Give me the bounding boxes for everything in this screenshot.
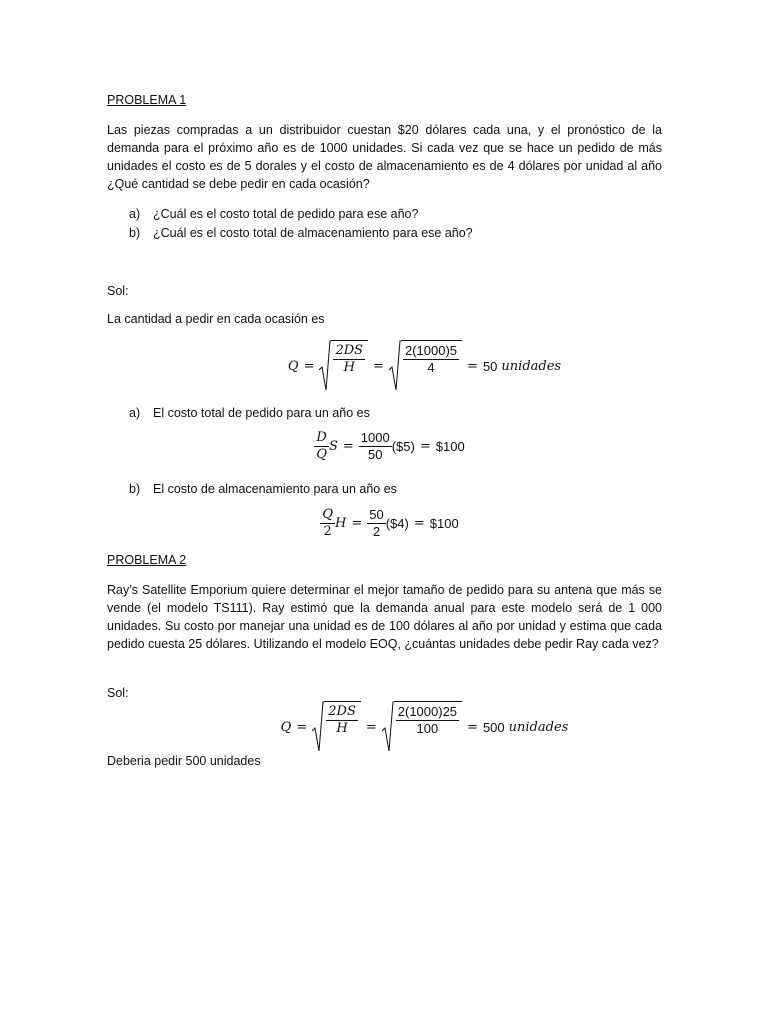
sqrt-formula-2: [312, 701, 361, 753]
question-b-text: ¿Cuál es el costo total de almacenamiento para ese año?: [153, 226, 473, 240]
question-a: [107, 205, 662, 224]
sqrt-substitution-2: [382, 701, 462, 753]
eq-b-result: $100: [429, 516, 459, 531]
sqrt-substitution: [389, 340, 462, 392]
solution-2-label: Sol:: [107, 686, 129, 700]
eq-q-sub-numerator: 2(1000)5: [405, 343, 458, 358]
eq2-q-unit: unidades: [508, 719, 569, 735]
eq-a-result: $100: [435, 439, 465, 454]
question-a-marker: a): [129, 207, 141, 221]
part-a: [107, 404, 662, 423]
eq2-q-formula-numerator: 2DS: [328, 704, 356, 719]
eq-b-q: Q: [322, 507, 333, 522]
part-a-text: El costo total de pedido para un año es: [153, 406, 370, 420]
eq-b-equals-2: =: [413, 516, 425, 531]
question-a-text: ¿Cuál es el costo total de pedido para ese año?: [153, 207, 419, 221]
eq-a-cost: ($5): [391, 439, 415, 454]
eq-b-quantity: 50: [369, 507, 384, 522]
eq-q-unit: unidades: [501, 358, 562, 374]
problem-1-questions: [107, 205, 662, 243]
eq-a-d: D: [314, 430, 329, 447]
eq-a-q: Q: [316, 447, 327, 462]
eq2-q-lhs: Q: [280, 719, 292, 735]
problem-1-heading: PROBLEMA 1: [107, 93, 187, 107]
problem-2-statement: Ray’s Satellite Emporium quiere determinar el mejor tamaño de pedido para su antena que más se vende (el modelo TS111). Ray estimó que la demanda anual para este modelo será de 1 000 unidades. Su costo por manejar una unidad es de 100 dólares al año por unidad y estima que cada pedido cuesta 25 dólares. Utilizando el modelo EOQ, ¿cuántas unidades debe pedir Ray cada vez?: [107, 583, 662, 651]
eq-b-h: H: [335, 516, 347, 531]
equation-holding-cost: [107, 507, 662, 540]
eq-a-quantity: 50: [368, 447, 383, 462]
eq-a-equals-2: =: [419, 439, 431, 454]
eq-a-demand: 1000: [360, 430, 390, 445]
eq-b-divisor: 2: [372, 524, 381, 539]
eq-q-equals-2: =: [373, 358, 384, 374]
eq2-q-formula-denominator: H: [336, 721, 348, 736]
eq2-q-sub-denominator: 100: [416, 721, 439, 736]
eq-q-equals-1: =: [303, 358, 315, 374]
part-b-text: El costo de almacenamiento para un año es: [153, 482, 397, 496]
eq-q-lhs: Q: [287, 358, 299, 374]
problem-1-statement: Las piezas compradas a un distribuidor cuestan $20 dólares cada una, y el pronóstico de la demanda para el próximo año es de 1000 unidades. Si cada vez que se hace un pedido de más unidades el costo es de 5 dorales y el costo de almacenamiento es de 4 dólares por unidad al año ¿Qué cantidad se debe pedir en cada ocasión?: [107, 123, 662, 191]
question-b-marker: b): [129, 226, 141, 240]
eq-q-result: 50: [482, 358, 498, 374]
solution-1-label: Sol:: [107, 284, 129, 298]
equation-eoq-1: [107, 340, 662, 392]
solution-1-intro: La cantidad a pedir en cada ocasión es: [107, 312, 325, 326]
eq-q-formula-numerator: 2DS: [335, 343, 364, 358]
eq-b-cost: ($4): [385, 516, 409, 531]
eq2-q-equals-3: =: [467, 719, 478, 735]
question-b: [107, 224, 662, 243]
problem-2-heading: PROBLEMA 2: [107, 553, 187, 567]
sqrt-formula: [319, 340, 368, 392]
eq2-q-equals-1: =: [296, 719, 308, 735]
document-page: [107, 0, 662, 1024]
part-a-marker: a): [129, 406, 141, 420]
eq2-q-result: 500: [482, 719, 505, 735]
eq-b-two: 2: [323, 524, 332, 539]
eq-b-equals-1: =: [351, 516, 363, 531]
part-b-marker: b): [129, 482, 141, 496]
eq-a-equals-1: =: [342, 439, 354, 454]
eq-a-s: S: [328, 439, 338, 454]
equation-order-cost: [107, 430, 662, 463]
eq-q-sub-denominator: 4: [427, 360, 435, 375]
part-b: [107, 480, 662, 499]
equation-eoq-2: [107, 701, 662, 753]
eq-q-formula-denominator: H: [343, 360, 355, 375]
eq-q-equals-3: =: [467, 358, 478, 374]
eq2-q-sub-numerator: 2(1000)25: [397, 704, 458, 719]
eq2-q-equals-2: =: [365, 719, 377, 735]
problem-2-conclusion: Deberia pedir 500 unidades: [107, 754, 261, 768]
